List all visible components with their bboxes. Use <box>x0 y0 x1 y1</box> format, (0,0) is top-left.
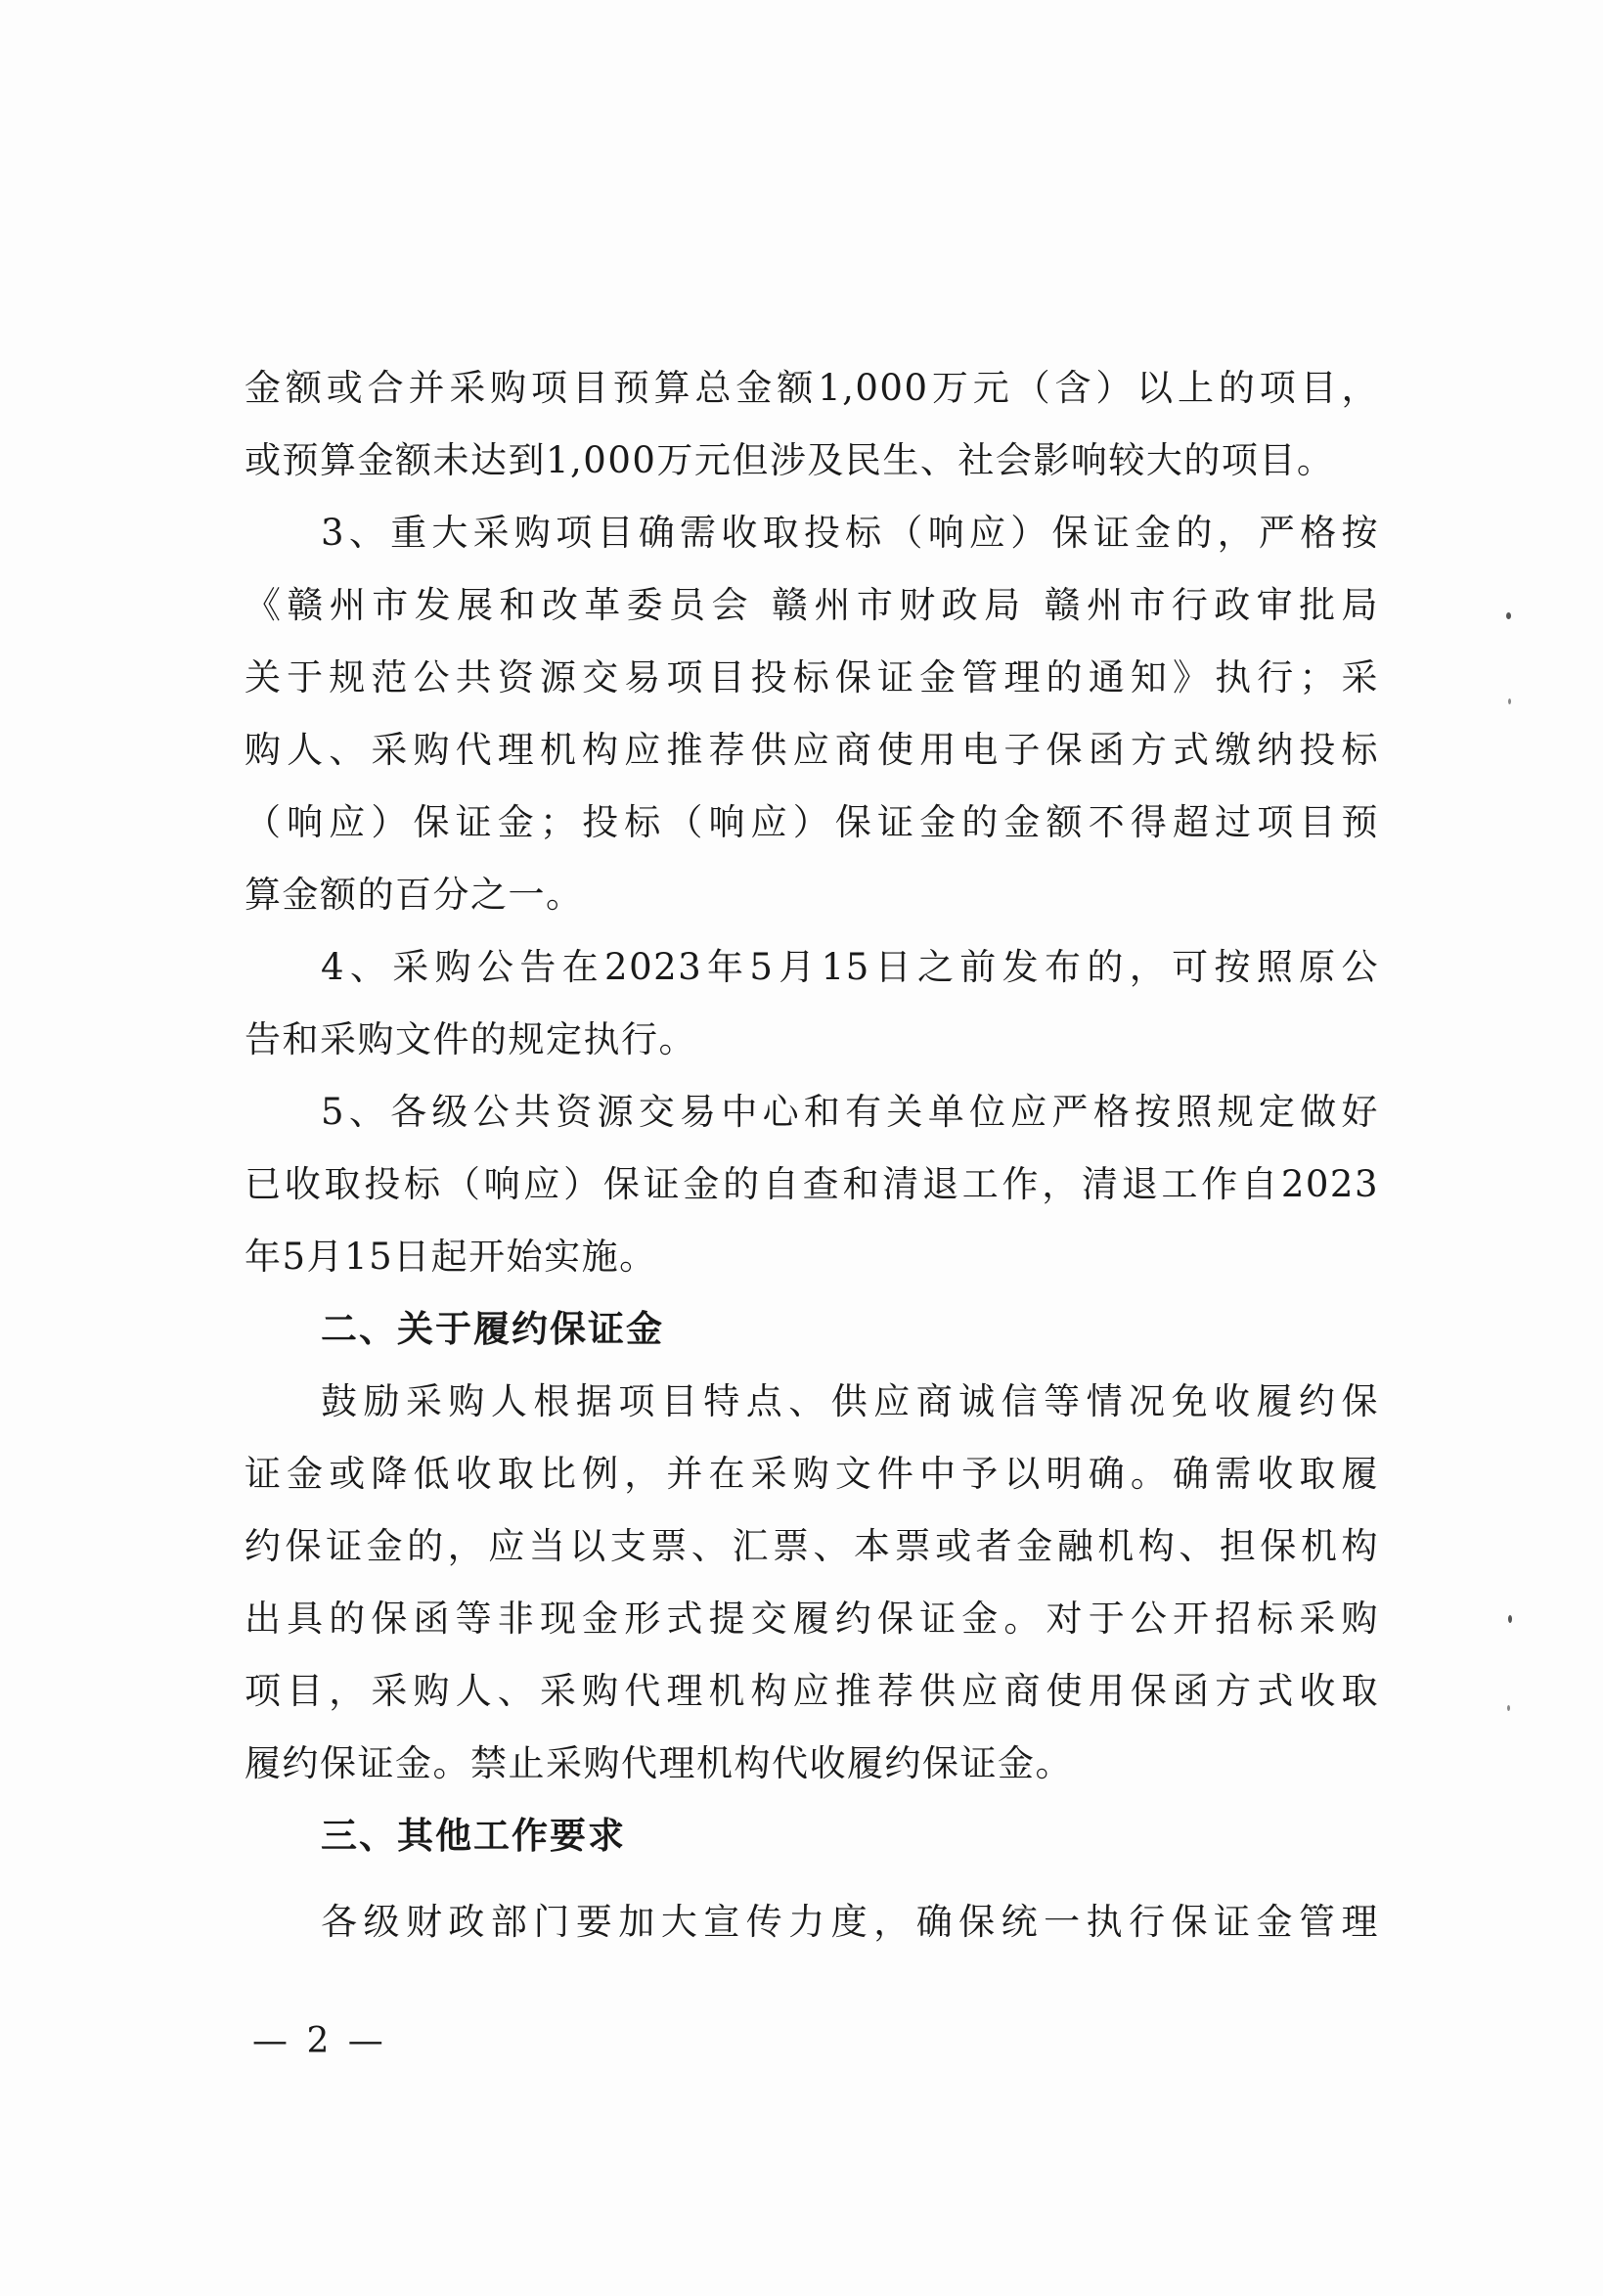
scan-speck <box>1508 698 1511 704</box>
paragraph-line: 4、采购公告在2023年5月15日之前发布的，可按照原公 <box>321 946 1379 988</box>
paragraph-line: 项目，采购人、采购代理机构应推荐供应商使用保函方式收取 <box>245 1670 1379 1712</box>
section-heading: 二、关于履约保证金 <box>321 1308 664 1350</box>
scan-speck <box>1508 1615 1512 1623</box>
paragraph-line: 或预算金额未达到1,000万元但涉及民生、社会影响较大的项目。 <box>245 439 1335 481</box>
paragraph-line: 已收取投标（响应）保证金的自查和清退工作，清退工作自2023 <box>245 1163 1379 1205</box>
paragraph-line: 告和采购文件的规定执行。 <box>245 1018 696 1060</box>
paragraph-line: 5、各级公共资源交易中心和有关单位应严格按照规定做好 <box>321 1091 1379 1133</box>
paragraph-line: 约保证金的，应当以支票、汇票、本票或者金融机构、担保机构 <box>245 1525 1379 1567</box>
section-heading: 三、其他工作要求 <box>321 1815 626 1857</box>
paragraph-line: 履约保证金。禁止采购代理机构代收履约保证金。 <box>245 1742 1073 1784</box>
paragraph-line: 年5月15日起开始实施。 <box>245 1236 657 1278</box>
paragraph-line: 鼓励采购人根据项目特点、供应商诚信等情况免收履约保 <box>321 1380 1379 1422</box>
paragraph-line: 3、重大采购项目确需收取投标（响应）保证金的，严格按 <box>321 512 1379 554</box>
paragraph-line: 《赣州市发展和改革委员会 赣州市财政局 赣州市行政审批局 <box>245 584 1379 626</box>
scan-speck <box>1507 1705 1510 1711</box>
paragraph-line: （响应）保证金；投标（响应）保证金的金额不得超过项目预 <box>245 801 1379 843</box>
paragraph-line: 关于规范公共资源交易项目投标保证金管理的通知》执行；采 <box>245 656 1379 698</box>
paragraph-line: 证金或降低收取比例，并在采购文件中予以明确。确需收取履 <box>245 1453 1379 1495</box>
scan-speck <box>1506 612 1511 619</box>
paragraph-line: 购人、采购代理机构应推荐供应商使用电子保函方式缴纳投标 <box>245 729 1379 771</box>
paragraph-line: 各级财政部门要加大宣传力度，确保统一执行保证金管理 <box>321 1901 1379 1943</box>
page-number: — 2 — <box>252 2021 387 2061</box>
paragraph-line: 算金额的百分之一。 <box>245 874 584 916</box>
paragraph-line: 金额或合并采购项目预算总金额1,000万元（含）以上的项目， <box>245 367 1379 409</box>
paragraph-line: 出具的保函等非现金形式提交履约保证金。对于公开招标采购 <box>245 1598 1379 1640</box>
